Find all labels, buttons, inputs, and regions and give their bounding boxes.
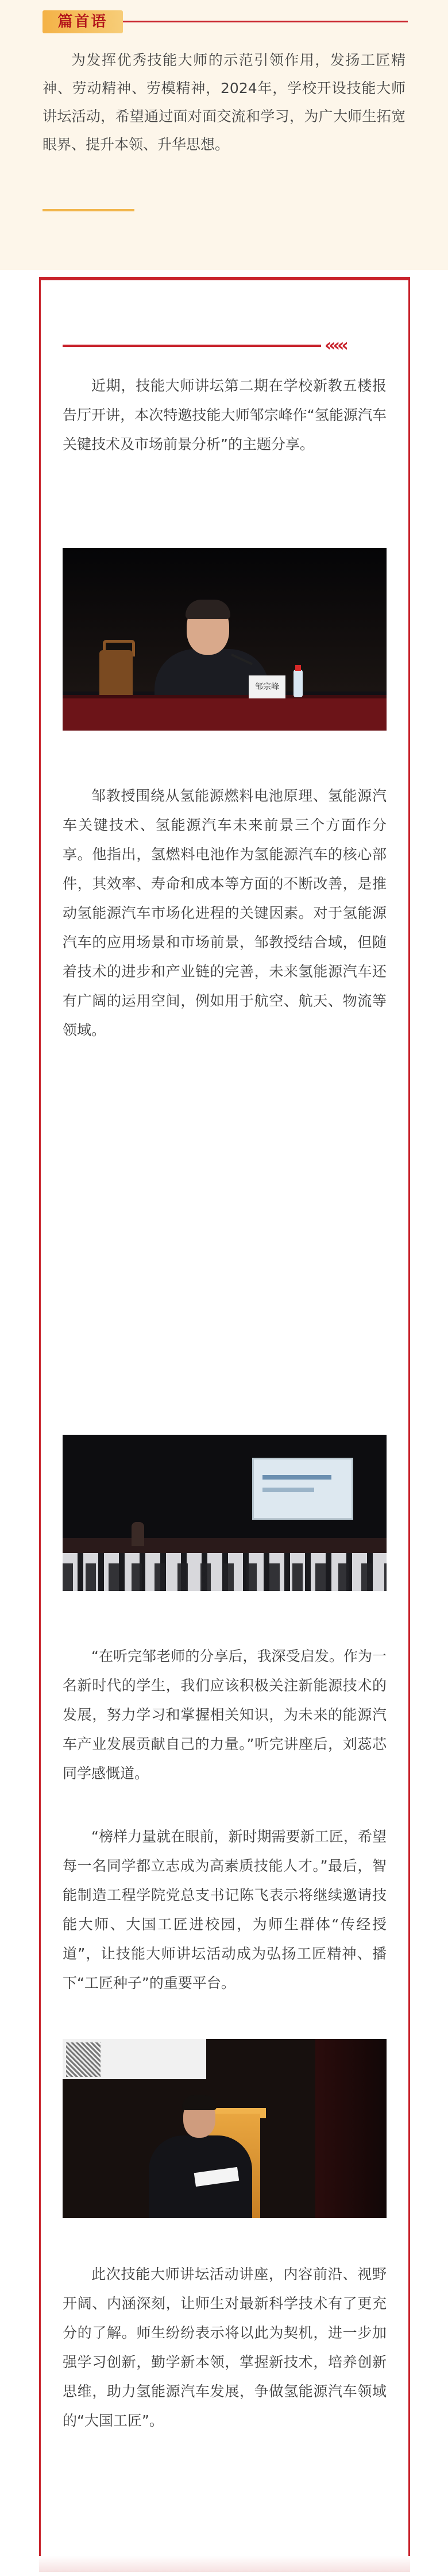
paragraph-student-quote: “在听完邹老师的分享后，我深受启发。作为一名新时代的学生，我们应该积极关注新能源技术的发展，努力学习和掌握相关知识，为未来的能源汽车产业发展贡献自己的力量。”听完讲座后，刘蕊芯同学感慨道。 [63,1648,387,1782]
intro-section [0,0,448,270]
paragraph-intro: 近期，技能大师讲坛第二期在学校新教五楼报告厅开讲，本次特邀技能大师邹宗峰作“氢能源汽车关键技术及市场前景分析”的主题分享。 [63,377,387,453]
audience-photo [63,1435,387,1591]
intro-underline [43,209,134,211]
paragraph-secretary-quote: “榜样力量就在眼前，新时期需要新工匠，希望每一名同学都立志成为高素质技能人才。”最后，智能制造工程学院党总支书记陈飞表示将继续邀请技能大师、大国工匠进校园，为师生群体“传经授道”，让技能大师讲坛活动成为弘扬工匠精神、播下“工匠种子”的重要平台。 [63,1828,387,1991]
card-divider [63,345,321,347]
lecture-photo [63,2039,387,2218]
intro-text: 为发挥优秀技能大师的示范引领作用，发扬工匠精神、劳动精神、劳模精神，2024年，学校开设技能大师讲坛活动，希望通过面对面交流和学习，为广大师生拓宽眼界、提升本领、升华思想。 [43,52,405,153]
chevron-left-icon: ‹‹‹‹‹ [325,335,346,356]
paragraph-conclusion: 此次技能大师讲坛活动讲座，内容前沿、视野开阔、内涵深刻，让师生对最新科学技术有了更充分的了解。师生纷纷表示将以此为契机，进一步加强学习创新，勤学新本领，掌握新技术，培养创新思维，助力氢能源汽车发展，争做氢能源汽车领域的“大国工匠”。 [63,2266,387,2429]
qr-code-icon [66,2042,101,2077]
article-card [39,277,410,2572]
speaker-photo [63,548,387,731]
paragraph-content: 邹教授围绕从氢能源燃料电池原理、氢能源汽车关键技术、氢能源汽车未来前景三个方面作分享。他指出，氢燃料电池作为氢能源汽车的核心部件，其效率、寿命和成本等方面的不断改善，是推动氢能源汽车市场化进程的关键因素。对于氢能源汽车的应用场景和市场前景，邹教授结合域，但随着技术的进步和产业链的完善，未来氢能源汽车还有广阔的运用空间，例如用于航空、航天、物流等领域。 [63,787,387,1038]
tag-divider [123,21,408,22]
nameplate: 邹宗峰 [249,675,285,698]
intro-tag: 篇首语 [43,10,123,33]
